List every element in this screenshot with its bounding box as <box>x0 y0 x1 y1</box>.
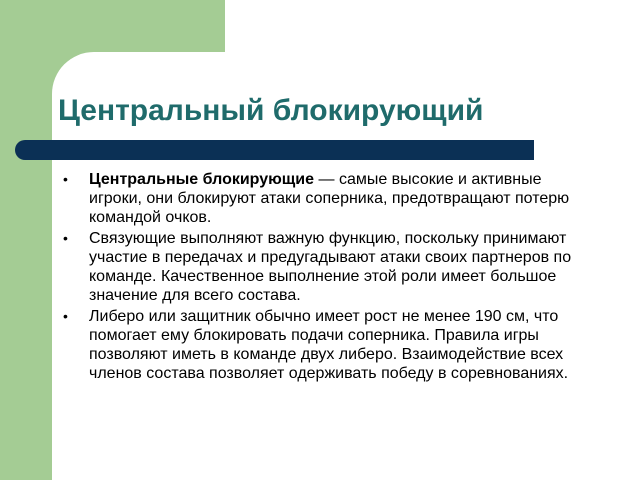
bullet-dot-icon: • <box>63 308 68 324</box>
bullet-dot-icon: • <box>63 171 68 187</box>
bullet-bold-text: Центральные блокирующие <box>89 171 315 188</box>
title-underline-bar <box>15 140 534 160</box>
bullet-item-3 <box>60 307 595 383</box>
slide-title: Центральный блокирующий <box>58 94 484 127</box>
bullet-item-2 <box>60 229 595 305</box>
decor-green-strip <box>0 0 52 480</box>
bullet-item-1 <box>60 170 595 227</box>
bullet-text: Либеро или защитник обычно имеет рост не менее 190 см, что помогает ему блокировать подачи соперника. Правила игры позволяют иметь в команде двух либеро. Взаимодействие всех членов состава позволяет одерживать победу в соревнованиях. <box>89 308 569 382</box>
bullet-dot-icon: • <box>63 230 68 246</box>
bullet-text: Связующие выполняют важную функцию, поскольку принимают участие в передачах и предугадывают атаки своих партнеров по команде. Качественное выполнение этой роли имеет большое значение для всего состава. <box>89 230 572 304</box>
bullet-list <box>60 170 595 385</box>
bullet-text: — самые высокие и активные игроки, они блокируют атаки соперника, предотвращают потерю командой очков. <box>89 171 570 226</box>
